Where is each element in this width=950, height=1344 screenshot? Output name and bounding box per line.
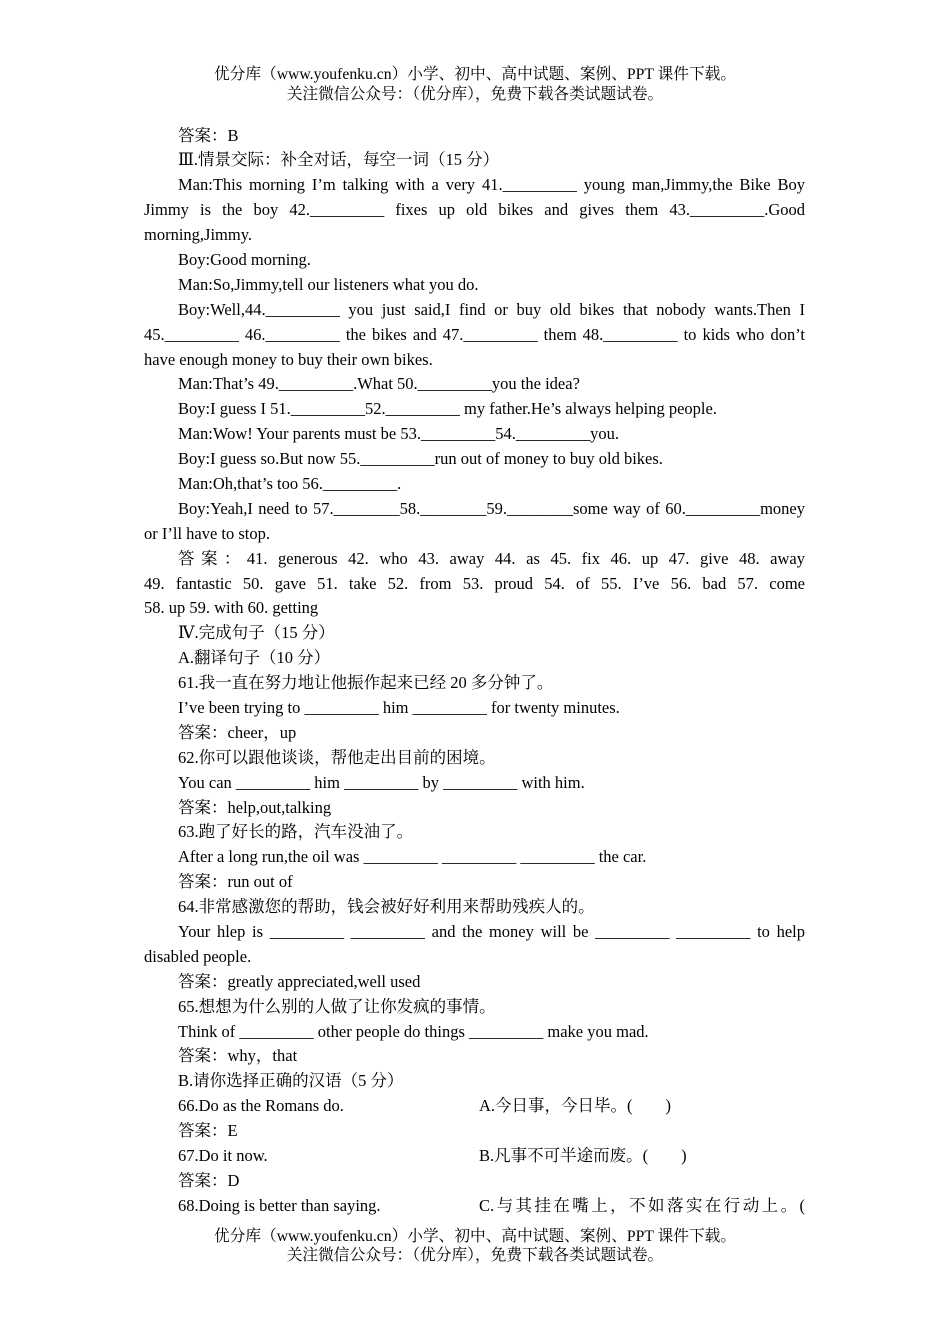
dialogue-turn [144,422,805,447]
header-line-1: 优分库（www.youfenku.cn）小学、初中、高中试题、案例、PPT 课件下载。 [213,66,737,83]
question-prompt: 64.非常感激您的帮助，钱会被好好利用来帮助残疾人的。 [178,897,595,917]
dialogue-line: Boy:Good morning. [178,249,311,269]
chinese-option: C.与其挂在嘴上，不如落实在行动上。( [479,1195,805,1215]
footer-line-1: 优分库（www.youfenku.cn）小学、初中、高中试题、案例、PPT 课件下载。 [213,1228,737,1245]
dialogue-line: Man:Wow! Your parents must be 53._________54._________you. [178,424,619,444]
dialogue-turn [144,447,805,472]
dialogue-line: Boy:Well,44._________ you just said,I find or buy old bikes that nobody wants.Then I [178,299,805,319]
dialogue-turn [144,472,805,497]
english-proverb: 67.Do it now. [178,1146,268,1166]
sentence-line: Think of _________ other people do things _________ make you mad. [178,1021,649,1041]
sentence-line: disabled people. [144,946,252,966]
chinese-option: B.凡事不可半途而废。( ) [479,1146,687,1166]
english-proverb: 68.Doing is better than saying. [178,1195,381,1215]
dialogue-line: Man:That’s 49._________.What 50._________you the idea? [178,374,580,394]
chinese-option: A.今日事，今日毕。( ) [479,1096,672,1116]
part-a-title: A.翻译句子（10 分） [178,648,331,668]
sentence-line: I’ve been trying to _________ him _________ for twenty minutes. [178,697,620,717]
sentence-line: You can _________ him _________ by _________ with him. [178,772,585,792]
dialogue-line: morning,Jimmy. [144,225,253,245]
answer-key-line: 答案：41. generous 42. who 43. away 44. as 45. fix 46. up 47. give 48. away [178,548,805,568]
answer-line: 答案：why，that [178,1046,298,1066]
dialogue-line: Man:Oh,that’s too 56._________. [178,473,402,493]
answer-line: 答案：help,out,talking [178,797,332,817]
answer-key-line: 58. up 59. with 60. getting [144,598,319,618]
dialogue-line: have enough money to buy their own bikes. [144,349,433,369]
answer-line: 答案：E [178,1121,238,1141]
dialogue-turn [144,248,805,273]
dialogue-line: Jimmy is the boy 42._________ fixes up old bikes and gives them 43._________.Good [144,200,805,220]
header-line-2: 关注微信公众号：（优分库），免费下载各类试题试卷。 [286,86,664,103]
translation-item [144,995,805,1070]
dialogue-line: or I’ll have to stop. [144,523,271,543]
answer-line: 答案：D [178,1170,240,1190]
matching-row [144,1094,805,1119]
page-header [0,65,950,105]
page-footer [0,1228,950,1265]
dialogue-turn [144,397,805,422]
part-b-title: B.请你选择正确的汉语（5 分） [178,1071,404,1091]
dialogue [144,173,805,546]
dialogue-line: Boy:I guess so.But now 55._________run out of money to buy old bikes. [178,449,663,469]
matching-row [144,1194,805,1219]
dialogue-turn [144,372,805,397]
section-4-title: Ⅳ.完成句子（15 分） [178,623,335,643]
translation-item [144,671,805,746]
answer-line: 答案：cheer，up [178,722,297,742]
answer-line: 答案：greatly appreciated,well used [178,971,421,991]
question-prompt: 63.跑了好长的路，汽车没油了。 [178,822,414,842]
dialogue-turn [144,497,805,547]
matching-list [144,1094,805,1218]
section-3-answer-key [144,547,805,622]
previous-answer: 答案：B [178,125,239,145]
dialogue-turn [144,273,805,298]
section-3-title: Ⅲ.情景交际：补全对话，每空一词（15 分） [178,150,500,170]
dialogue-line: Boy:I guess I 51._________52._________ my father.He’s always helping people. [178,399,717,419]
matching-row [144,1144,805,1169]
dialogue-turn [144,298,805,373]
answer-key-line: 49. fantastic 50. gave 51. take 52. from 53. proud 54. of 55. I’ve 56. bad 57. come [144,573,805,593]
sentence-line: Your hlep is _________ _________ and the money will be _________ _________ to help [178,922,805,941]
dialogue-line: Man:This morning I’m talking with a very 41._________ young man,Jimmy,the Bike Boy [178,175,805,195]
question-prompt: 65.想想为什么别的人做了让你发疯的事情。 [178,996,496,1016]
document-body [144,124,805,1219]
question-prompt: 61.我一直在努力地让他振作起来已经 20 多分钟了。 [178,673,554,693]
dialogue-turn [144,173,805,248]
question-prompt: 62.你可以跟他谈谈，帮他走出目前的困境。 [178,747,496,767]
dialogue-line: Man:So,Jimmy,tell our listeners what you do. [178,274,479,294]
translation-item [144,820,805,895]
footer-line-2: 关注微信公众号：（优分库），免费下载各类试题试卷。 [286,1246,664,1264]
sentence-line: After a long run,the oil was _________ _________ _________ the car. [178,847,647,867]
dialogue-line: Boy:Yeah,I need to 57.________58.________59.________some way of 60._________money [178,498,805,518]
translation-item [144,746,805,821]
answer-line: 答案：run out of [178,872,293,892]
english-proverb: 66.Do as the Romans do. [178,1096,344,1116]
translation-item [144,895,805,995]
dialogue-line: 45._________ 46._________ the bikes and 47._________ them 48._________ to kids who don’t [144,324,805,344]
